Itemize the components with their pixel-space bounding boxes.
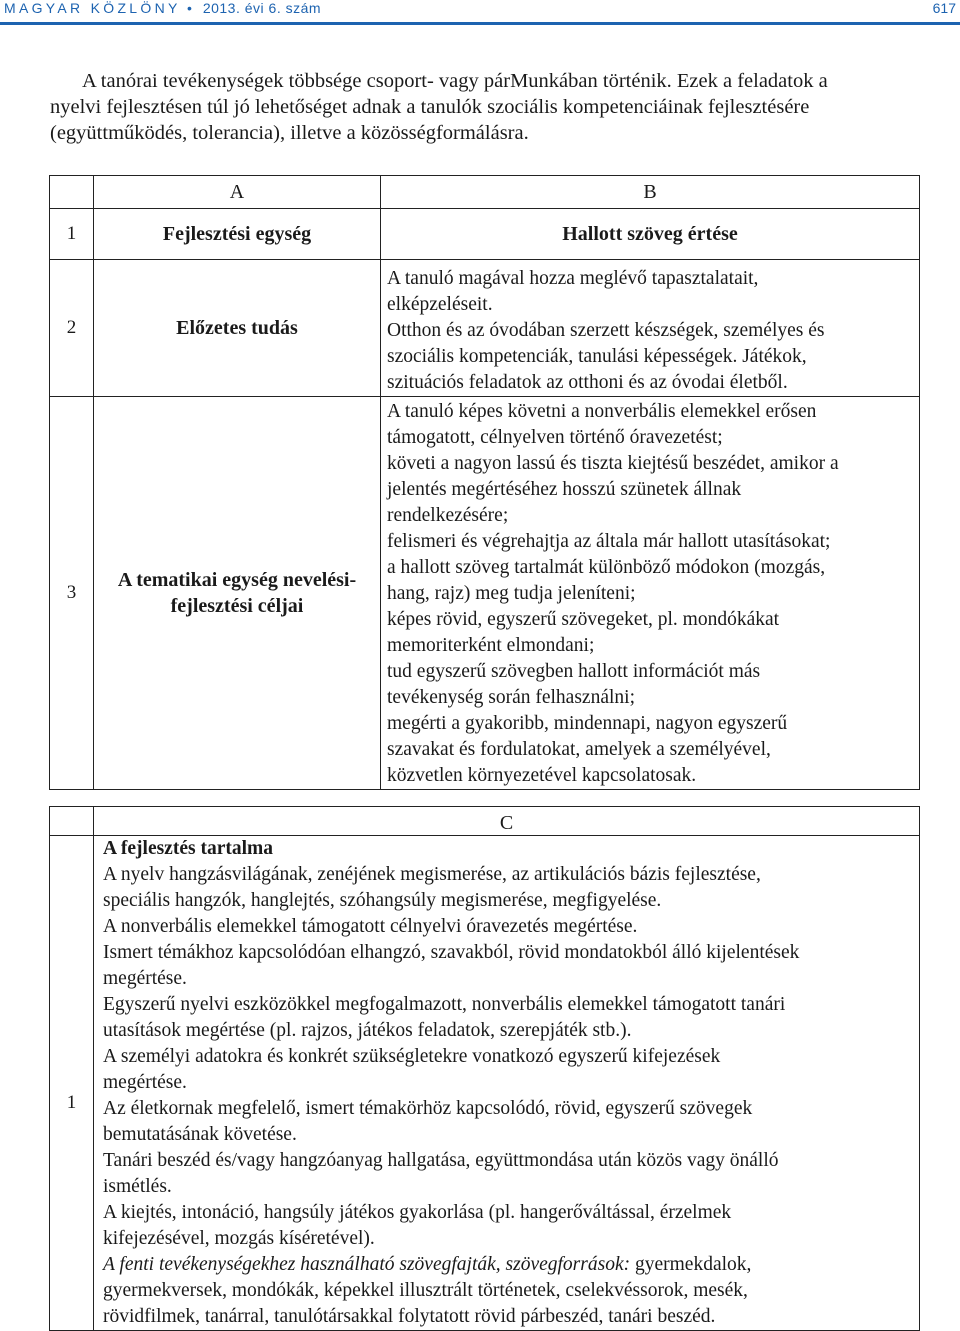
development-unit-table	[49, 175, 920, 790]
page-header	[0, 0, 960, 25]
cell-line: követi a nagyon lassú és tiszta kiejtésű beszédet, amikor a	[387, 453, 839, 474]
content-line: gyermekversek, mondókák, képekkel illusztrált történetek, cselekvéssorok, mesék,	[103, 1280, 748, 1301]
sources-text: gyermekdalok,	[630, 1254, 752, 1275]
content-line: Ismert témákhoz kapcsolódóan elhangzó, szavakból, rövid mondatokból álló kijelentések	[103, 942, 800, 963]
cell-line: jelentés megértéséhez hosszú szünetek állnak	[387, 479, 742, 500]
column-c-header: C	[94, 807, 920, 836]
content-line: megértése.	[103, 1072, 187, 1093]
content-line: A kiejtés, intonáció, hangsúly játékos gyakorlása (pl. hangerőváltással, érzelmek	[103, 1202, 732, 1223]
cell-line: szituációs feladatok az otthoni és az óvodai életből.	[387, 372, 788, 393]
column-a-header: A	[94, 176, 381, 209]
content-line: rövidfilmek, tanárral, tanulótársakkal folytatott rövid párbeszéd, tanári beszéd.	[103, 1306, 716, 1327]
table-row	[50, 209, 920, 260]
intro-line: A tanórai tevékenységek többsége csoport- vagy párMunkában történik. Ezek a feladatok a	[82, 70, 828, 92]
table-row	[50, 397, 920, 790]
table-row	[50, 260, 920, 397]
cell-line: A tanuló képes követni a nonverbális elemekkel erősen	[387, 401, 817, 422]
content-line: megértése.	[103, 968, 187, 989]
content-line: Egyszerű nyelvi eszközökkel megfogalmazott, nonverbális elemekkel támogatott tanári	[103, 994, 786, 1015]
content-line: A nyelv hangzásvilágának, zenéjének megismerése, az artikulációs bázis fejlesztése,	[103, 864, 761, 885]
row-value	[381, 260, 920, 397]
row-number: 3	[50, 397, 94, 790]
content-line: Tanári beszéd és/vagy hangzóanyag hallgatása, együttmondása után közös vagy önálló	[103, 1150, 779, 1171]
sources-line	[103, 1252, 919, 1278]
content-line: utasítások megértése (pl. rajzos, játékos feladatok, szerepjáték stb.).	[103, 1020, 632, 1041]
row-label-line: fejlesztési céljai	[170, 595, 304, 617]
cell-line: Otthon és az óvodában szerzett készségek, személyes és	[387, 320, 825, 341]
content-line: A nonverbális elemekkel támogatott célnyelvi óravezetés megértése.	[103, 916, 638, 937]
issue-label: 2013. évi 6. szám	[202, 0, 322, 16]
cell-line: megérti a gyakoribb, mindennapi, nagyon egyszerű	[387, 713, 788, 734]
intro-paragraph	[50, 68, 908, 146]
row-number: 2	[50, 260, 94, 397]
column-b-header: B	[381, 176, 920, 209]
page-number: 617	[932, 0, 956, 16]
cell-line: elképzeléseit.	[387, 294, 493, 315]
cell-line: közvetlen környezetével kapcsolatosak.	[387, 765, 697, 786]
cell-line: A tanuló magával hozza meglévő tapasztalatait,	[387, 268, 759, 289]
cell-line: szociális kompetenciák, tanulási képességek. Játékok,	[387, 346, 807, 367]
row-label: Fejlesztési egység	[94, 209, 381, 260]
cell-line: a hallott szöveg tartalmát különböző módokon (mozgás,	[387, 557, 826, 578]
row-label-line: A tematikai egység nevelési-	[117, 569, 357, 591]
cell-line: tud egyszerű szövegben hallott információt más	[387, 661, 761, 682]
corner-cell	[50, 807, 94, 836]
header-bullet: •	[187, 0, 193, 16]
row-value: Hallott szöveg értése	[381, 209, 920, 260]
cell-line: támogatott, célnyelven történő óravezetést;	[387, 427, 723, 448]
cell-line: rendelkezésére;	[387, 505, 509, 526]
content-line: kifejezésével, mozgás kíséretével).	[103, 1228, 375, 1249]
row-content	[94, 836, 920, 1331]
content-line: Az életkornak megfelelő, ismert témakörhöz kapcsolódó, rövid, egyszerű szövegek	[103, 1098, 753, 1119]
cell-line: tevékenység során felhasználni;	[387, 687, 635, 708]
table-row	[50, 836, 920, 1331]
content-line: speciális hangzók, hanglejtés, szóhangsúly megismerése, megfigyelése.	[103, 890, 662, 911]
cell-line: képes rövid, egyszerű szövegeket, pl. mondókákat	[387, 609, 780, 630]
intro-line: nyelvi fejlesztésen túl jó lehetőséget adnak a tanulók szociális kompetenciáinak fejlesztésére	[50, 96, 810, 118]
header-publication-info	[4, 0, 321, 16]
content-title: A fejlesztés tartalma	[103, 838, 274, 859]
row-label	[94, 397, 381, 790]
development-content-table	[49, 806, 920, 1331]
sources-label: A fenti tevékenységekhez használható szövegfajták, szövegforrások:	[103, 1254, 631, 1275]
cell-line: hang, rajz) meg tudja jeleníteni;	[387, 583, 636, 604]
table-header-row	[50, 176, 920, 209]
row-label: Előzetes tudás	[94, 260, 381, 397]
corner-cell	[50, 176, 94, 209]
row-number: 1	[50, 209, 94, 260]
cell-line: felismeri és végrehajtja az általa már hallott utasításokat;	[387, 531, 831, 552]
content-line: ismétlés.	[103, 1176, 172, 1197]
row-value	[381, 397, 920, 790]
content-line: bemutatásának követése.	[103, 1124, 297, 1145]
publication-name: MAGYAR KÖZLÖNY	[4, 0, 181, 16]
cell-line: szavakat és fordulatokat, amelyek a személyével,	[387, 739, 771, 760]
content-line: A személyi adatokra és konkrét szükségletekre vonatkozó egyszerű kifejezések	[103, 1046, 721, 1067]
table-header-row	[50, 807, 920, 836]
cell-line: memoriterként elmondani;	[387, 635, 595, 656]
intro-line: (együttműködés, tolerancia), illetve a közösségformálásra.	[50, 122, 529, 144]
row-number: 1	[50, 836, 94, 1331]
